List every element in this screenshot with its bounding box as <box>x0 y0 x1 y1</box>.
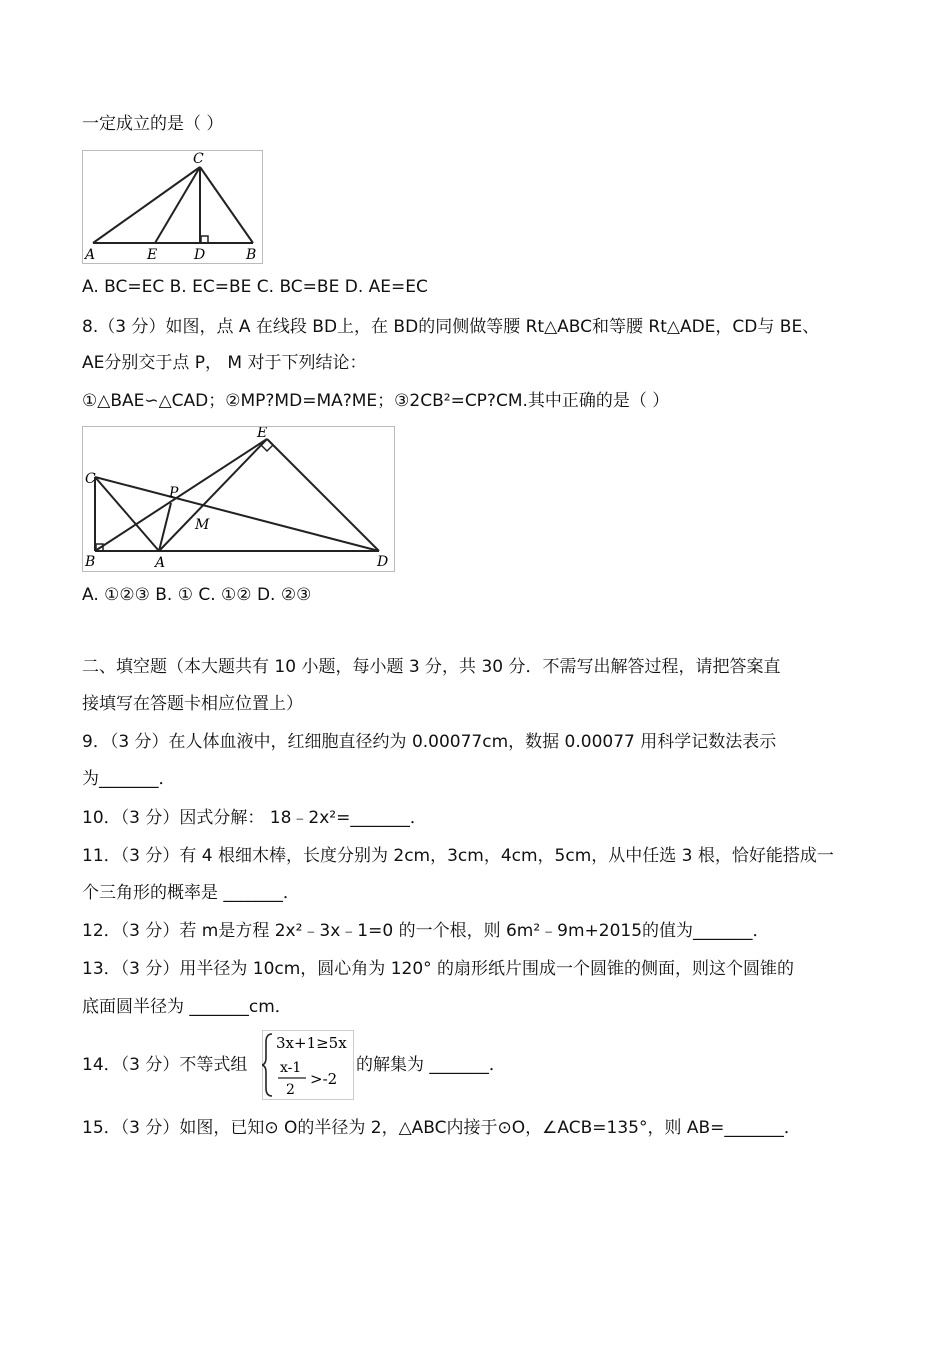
q8-label-a: A <box>155 555 166 571</box>
q7-label-c: C <box>193 151 204 167</box>
q14-inequality-system <box>262 1030 354 1100</box>
q14-ineq1: 3x+1≥5x <box>276 1034 347 1052</box>
q9-line2: 为_______． <box>82 769 176 789</box>
q7-stem-tail: 一定成立的是（ ） <box>82 114 224 134</box>
q14-suffix: 的解集为 _______． <box>356 1055 506 1075</box>
q7-label-b: B <box>246 247 257 263</box>
q8-label-p: P <box>169 485 179 501</box>
q14-inequality-graphic <box>262 1030 354 1100</box>
q7-line-cb <box>200 167 253 243</box>
q7-line-ce <box>155 167 200 243</box>
q7-label-d: D <box>194 247 206 263</box>
q7-figure <box>82 150 263 264</box>
q14-ineq2-num: x-1 <box>280 1060 302 1076</box>
q8-line1: 8.（3 分）如图，点 A 在线段 BD上，在 BD的同侧做等腰 Rt△ABC和等腰 Rt△ADE，CD与 BE、 <box>82 317 820 337</box>
q7-options: A. BC=EC B. EC=BE C. BC=BE D. AE=EC <box>82 277 428 297</box>
q8-line-ca <box>95 477 159 551</box>
q9-line1: 9．（3 分）在人体血液中，红细胞直径约为 0.00077cm，数据 0.00077 用科学记数法表示 <box>82 732 777 752</box>
q11-line1: 11．（3 分）有 4 根细木棒，长度分别为 2cm，3cm，4cm，5cm，从中任选 3 根，恰好能搭成一 <box>82 846 834 866</box>
q10-line1: 10．（3 分）因式分解： 18﹣2x²=_______． <box>82 808 427 828</box>
q7-triangle-diagram <box>83 151 262 263</box>
section2-line1: 二、填空题（本大题共有 10 小题，每小题 3 分，共 30 分．不需写出解答过程，请把答案直 <box>82 657 781 677</box>
q14-ineq2-den: 2 <box>286 1082 295 1098</box>
q12-line1: 12．（3 分）若 m是方程 2x²﹣3x﹣1=0 的一个根，则 6m²﹣9m+2015的值为_______． <box>82 921 770 941</box>
q8-line-cd <box>95 477 379 551</box>
q8-figure <box>82 426 395 572</box>
q14-left-brace <box>262 1034 272 1096</box>
q8-right-angle-mark-e <box>261 445 273 451</box>
q8-line2: AE分别交于点 P， M 对于下列结论： <box>82 353 367 373</box>
q8-label-c: C <box>85 471 96 487</box>
q7-label-a: A <box>85 247 96 263</box>
section2-line2: 接填写在答题卡相应位置上） <box>82 694 303 714</box>
q8-label-e: E <box>257 427 268 441</box>
q8-line-be <box>95 439 267 551</box>
q7-line-ac <box>93 167 200 243</box>
q8-line-ed <box>267 439 379 551</box>
q13-line1: 13．（3 分）用半径为 10cm，圆心角为 120° 的扇形纸片围成一个圆锥的侧面，则这个圆锥的 <box>82 959 795 979</box>
q11-line2: 个三角形的概率是 _______． <box>82 883 300 903</box>
q8-geometry-diagram <box>83 427 394 571</box>
q7-label-e: E <box>147 247 158 263</box>
q13-line2: 底面圆半径为 _______cm． <box>82 997 292 1017</box>
q14-ineq2-rest: >-2 <box>310 1070 338 1088</box>
q8-label-b: B <box>85 554 96 570</box>
q8-label-m: M <box>195 517 210 533</box>
q14-prefix: 14．（3 分）不等式组 <box>82 1055 248 1075</box>
q8-label-d: D <box>377 554 389 570</box>
q7-right-angle-mark <box>201 236 208 243</box>
q8-line3: ①△BAE∽△CAD；②MP?MD=MA?ME；③2CB²=CP?CM.其中正确的是（ ） <box>82 391 670 411</box>
q15-line1: 15．（3 分）如图，已知⊙ O的半径为 2，△ABC内接于⊙O，∠ACB=135°，则 AB=_______． <box>82 1118 801 1138</box>
q8-options: A. ①②③ B. ① C. ①② D. ②③ <box>82 585 312 605</box>
